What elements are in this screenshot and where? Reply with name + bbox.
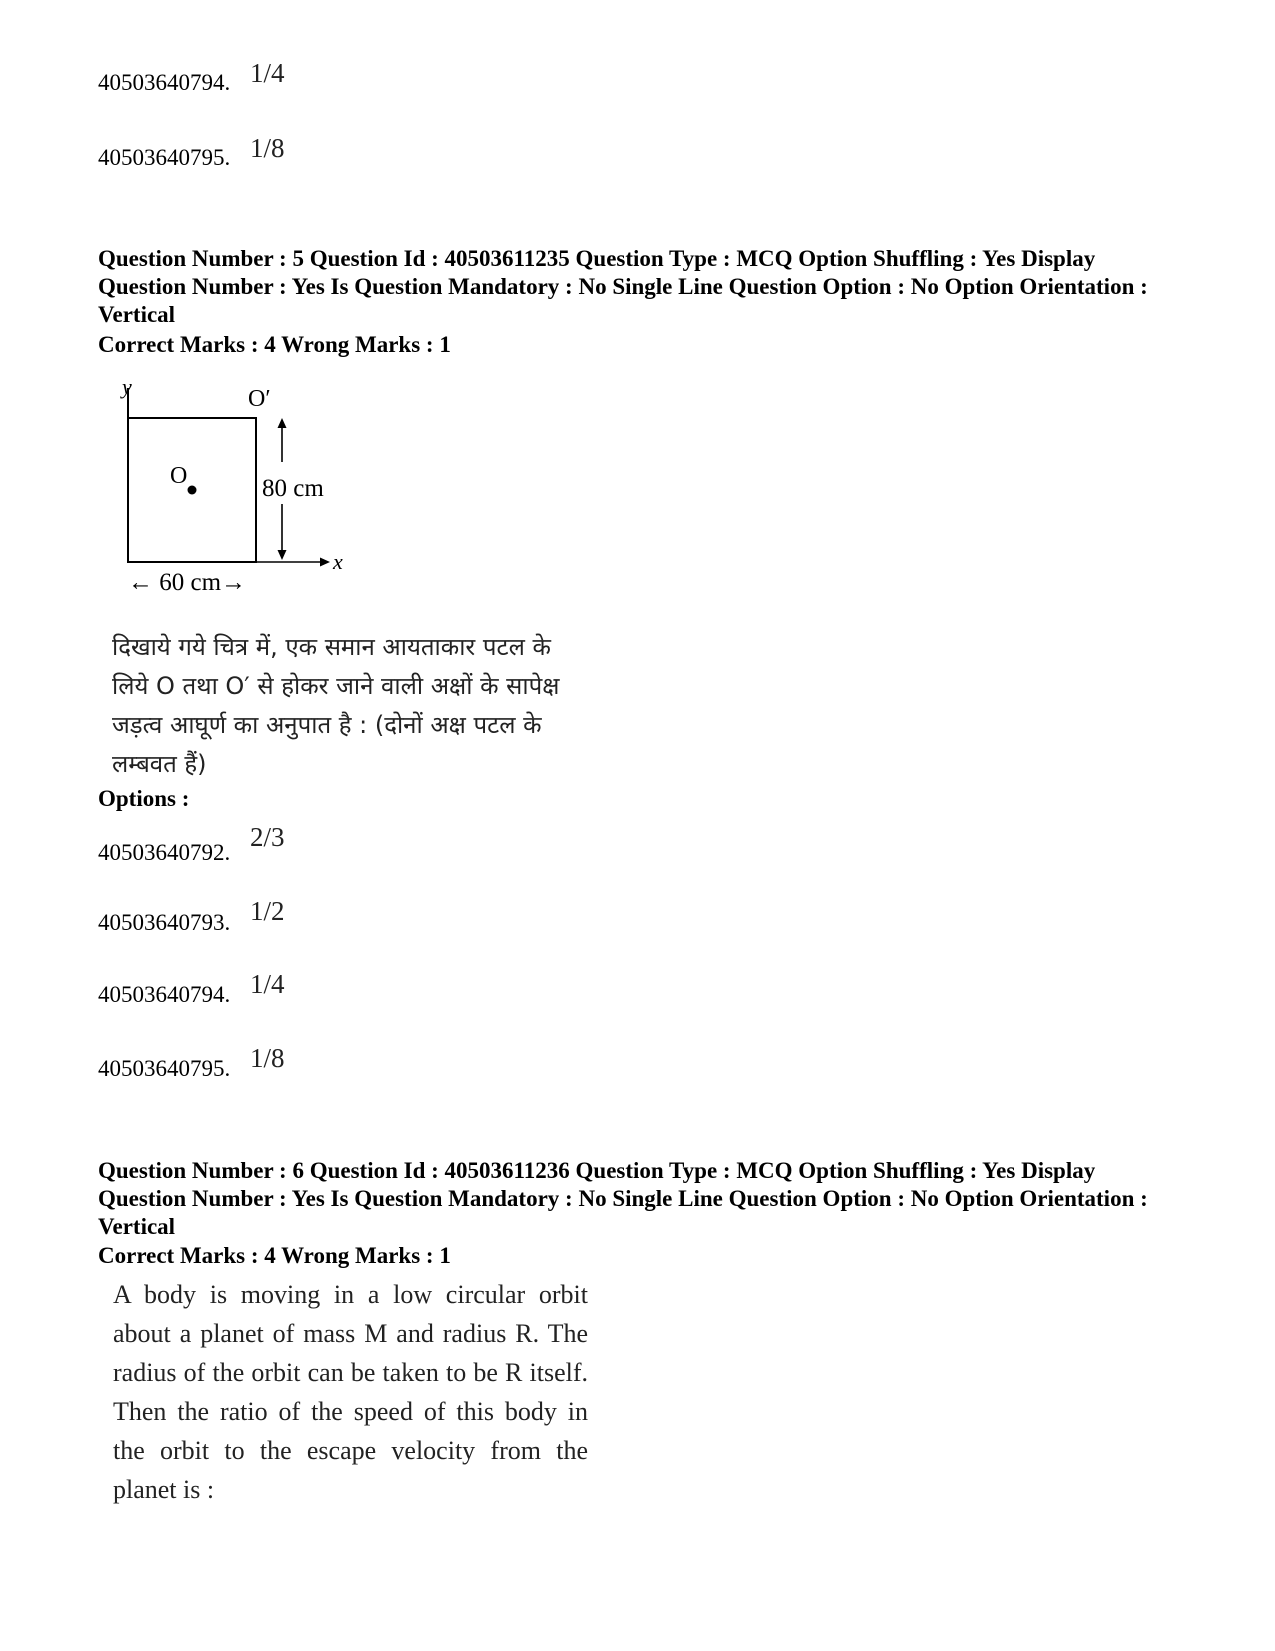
option-id: 40503640792.: [98, 840, 231, 865]
question-line: लिये O तथा O′ से होकर जाने वाली अक्षों के सापेक्ष: [112, 672, 560, 700]
question-line: the orbit to the escape velocity from the: [113, 1436, 588, 1465]
width-label: ← 60 cm→: [128, 569, 247, 596]
option-value: 1/4: [250, 58, 285, 88]
option-id: 40503640795.: [98, 1056, 231, 1081]
o-prime-label: O′: [248, 386, 271, 412]
option-value: 1/2: [250, 896, 285, 926]
option-id: 40503640793.: [98, 910, 231, 935]
question-5-meta: Question Number : 5 Question Id : 40503611235 Question Type : MCQ Option Shuffling : Yes Display Question Number : Yes Is Question Mandatory : No Single Line Question Option : No Option Orientation : Vertical: [98, 246, 1148, 327]
x-axis-label: x: [333, 549, 343, 574]
y-axis-label: y: [122, 374, 132, 399]
question-6-text: [113, 1275, 588, 1509]
o-label: O: [170, 463, 188, 489]
height-label: 80 cm: [262, 475, 324, 502]
question-line: जड़त्व आघूर्ण का अनुपात है : (दोनों अक्ष पटल के: [112, 711, 542, 739]
question-line: लम्बवत हैं): [112, 750, 207, 778]
question-line: A body is moving in a low circular orbit: [113, 1280, 588, 1309]
option-value: 1/8: [250, 133, 285, 163]
question-6-marks: Correct Marks : 4 Wrong Marks : 1: [98, 1243, 451, 1268]
height-arrowhead-down: [278, 550, 287, 560]
question-5-text: [112, 628, 612, 784]
option-id: 40503640794.: [98, 982, 231, 1007]
question-5-marks: Correct Marks : 4 Wrong Marks : 1: [98, 332, 451, 357]
question-line: radius of the orbit can be taken to be R itself.: [113, 1358, 588, 1387]
question-line: Then the ratio of the speed of this body in: [113, 1397, 588, 1426]
option-value: 2/3: [250, 822, 285, 852]
option-value: 1/4: [250, 969, 285, 999]
question-line: about a planet of mass M and radius R. The: [113, 1319, 588, 1348]
option-id: 40503640794.: [98, 70, 231, 95]
question-6-meta: Question Number : 6 Question Id : 40503611236 Question Type : MCQ Option Shuffling : Yes Display Question Number : Yes Is Question Mandatory : No Single Line Question Option : No Option Orientation : Vertical: [98, 1158, 1148, 1239]
option-id: 40503640795.: [98, 145, 231, 170]
question-5-figure: [110, 370, 370, 600]
question-line: planet is :: [113, 1475, 215, 1504]
x-axis-arrowhead: [320, 558, 330, 567]
height-arrowhead-up: [278, 418, 287, 428]
option-value: 1/8: [250, 1043, 285, 1073]
question-line: दिखाये गये चित्र में, एक समान आयताकार पटल के: [112, 633, 551, 661]
options-heading: Options :: [98, 786, 190, 811]
centre-point-dot: [188, 486, 197, 495]
